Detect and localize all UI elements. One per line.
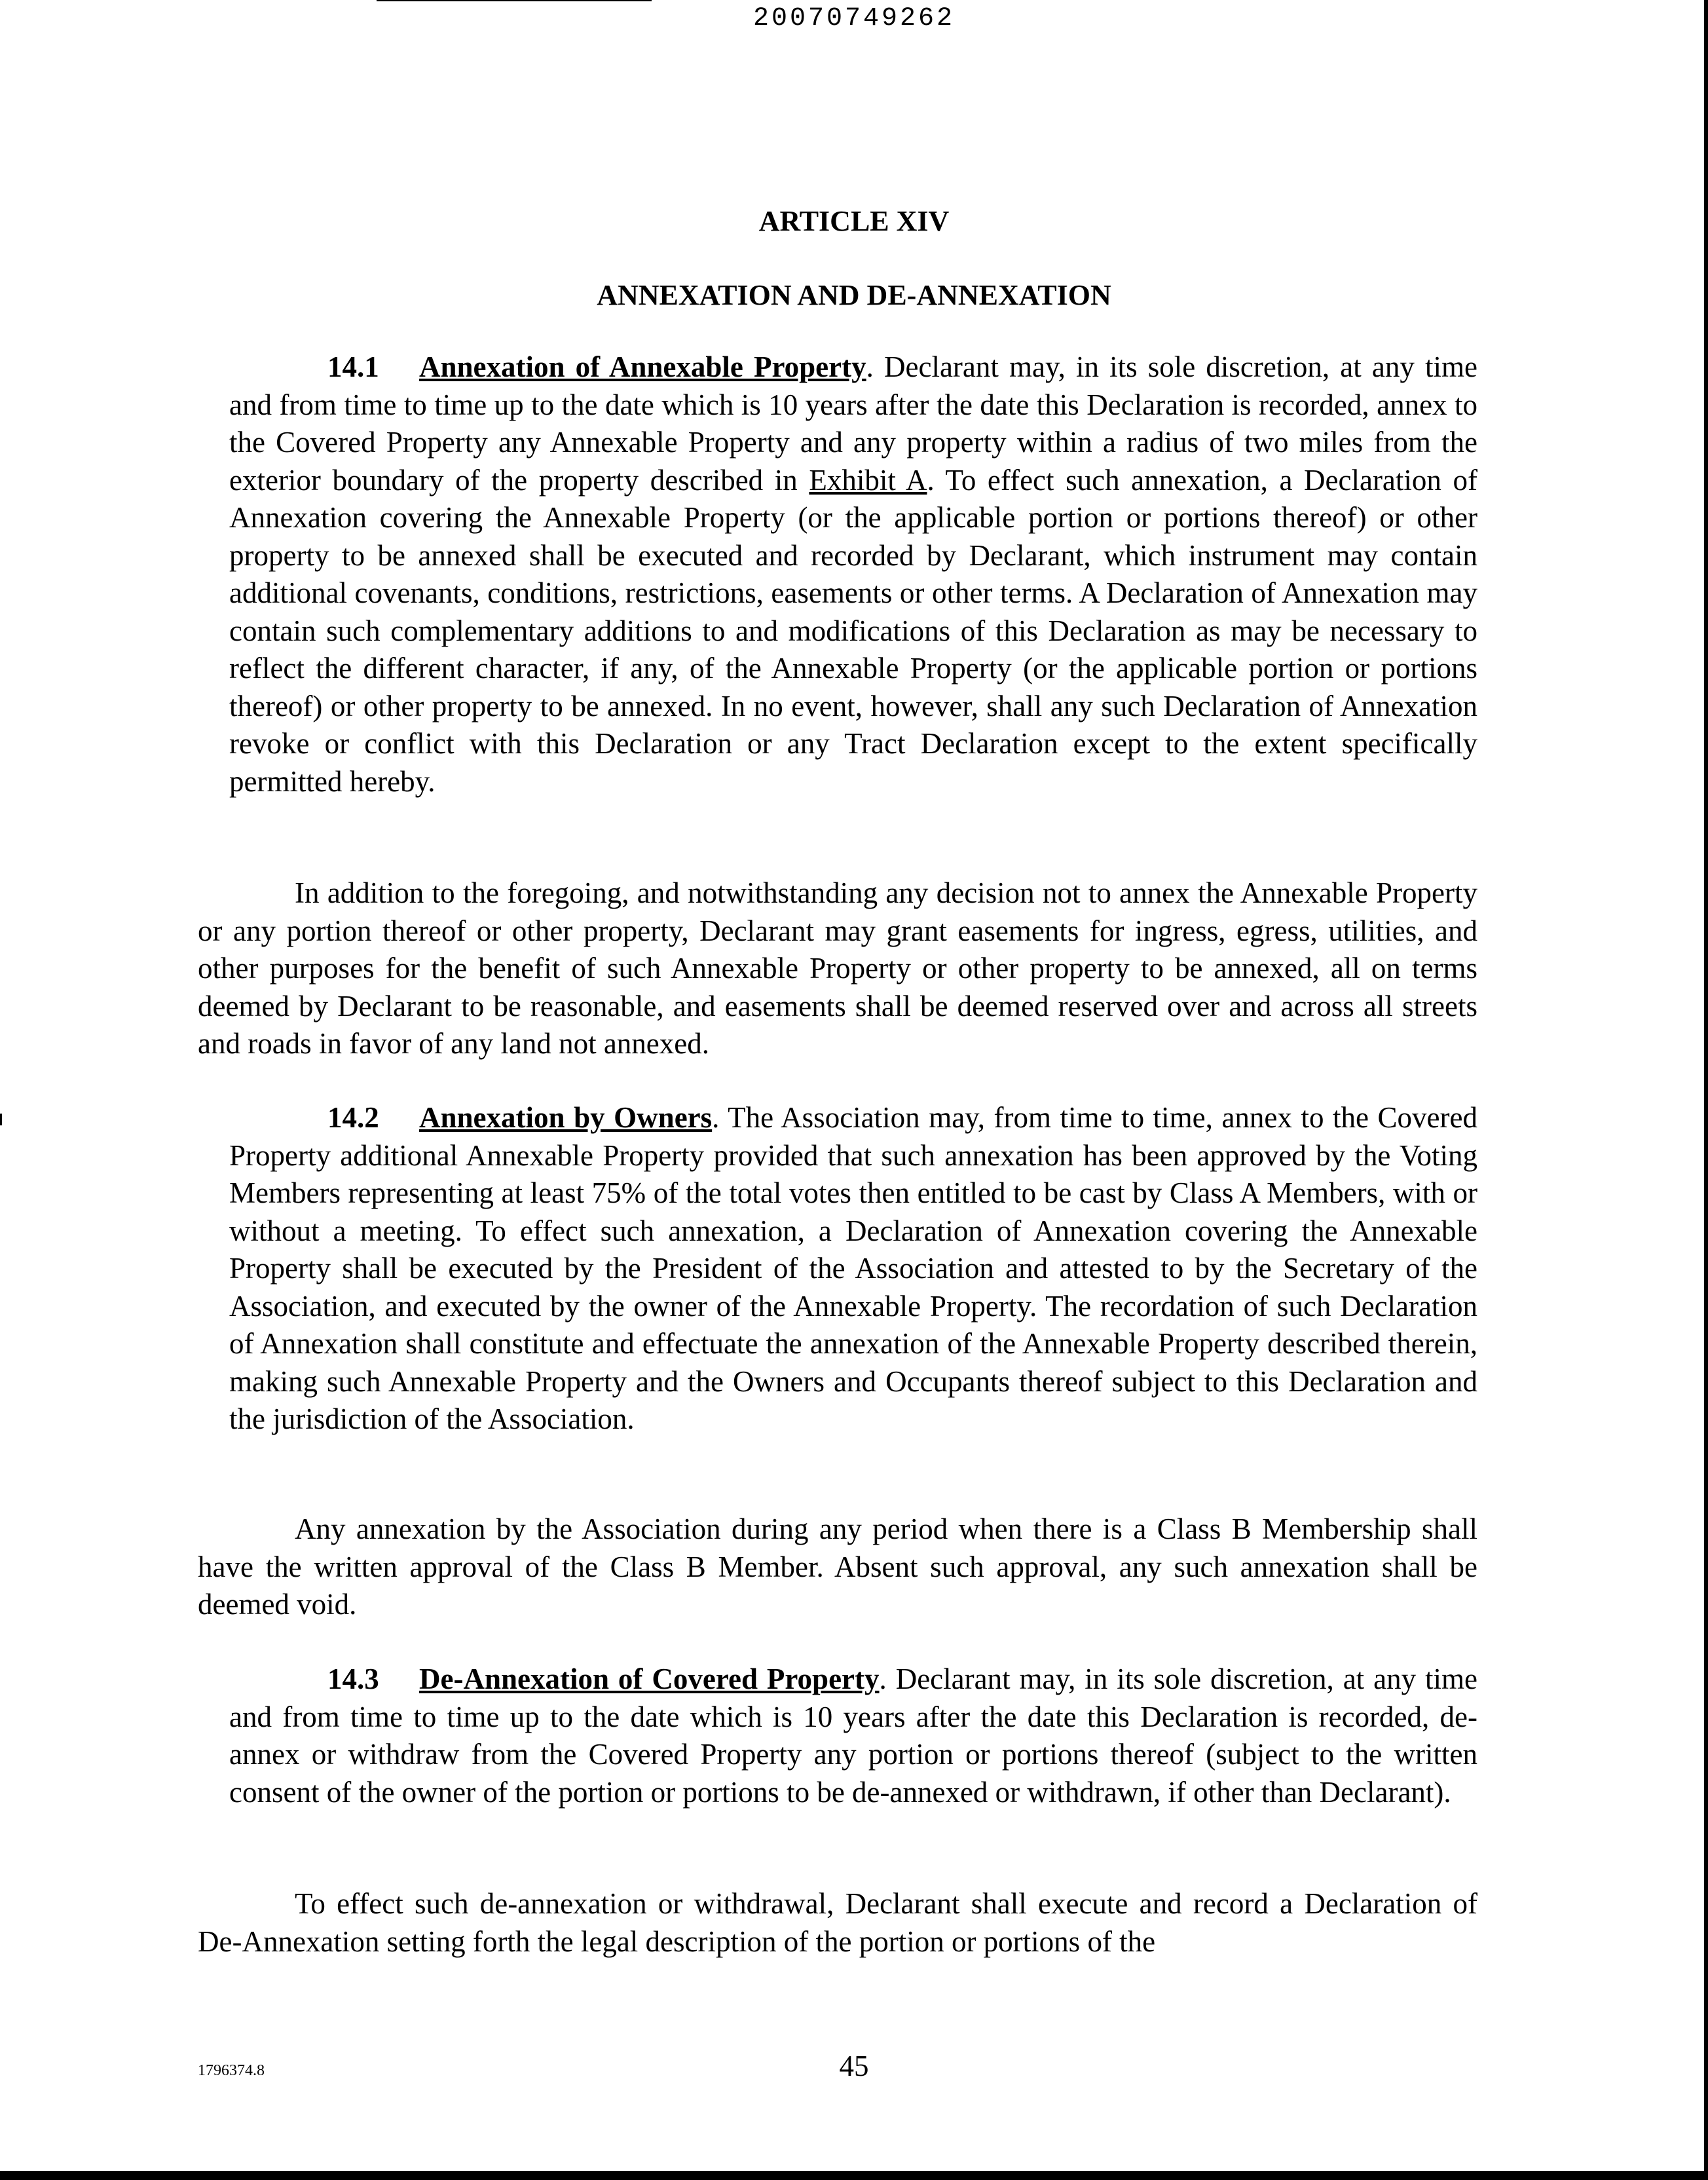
section-number: 14.1 bbox=[327, 350, 379, 383]
recording-number: 20070749262 bbox=[752, 4, 956, 33]
article-title: ANNEXATION AND DE-ANNEXATION bbox=[597, 279, 1111, 311]
page-number: 45 bbox=[839, 2050, 869, 2082]
section-14-3 bbox=[229, 1661, 1477, 1811]
section-text: . Declarant may, in its sole discretion, at any time and from time to time up to the date which is 10 years after the date this Declaration is recorded, annex to the Covered Property any Annexable Property and any property within a radius of two miles from the exterior boundary of the property described in bbox=[229, 350, 1477, 497]
article-number: ARTICLE XIV bbox=[758, 205, 950, 237]
section-14-1-continuation: In addition to the foregoing, and notwithstanding any decision not to annex the Annexable Property or any portion thereof or other property, Declarant may grant easements for ingress, egress, utilities, and other purposes for the benefit of such Annexable Property or other property to be annexed, all on terms deemed by Declarant to be reasonable, and easements shall be deemed reserved over and across all streets and roads in favor of any land not annexed. bbox=[198, 876, 1477, 1060]
bottom-scan-border bbox=[0, 2171, 1708, 2180]
section-number: 14.3 bbox=[327, 1663, 379, 1695]
section-title: Annexation by Owners bbox=[419, 1101, 713, 1134]
right-scan-border bbox=[1704, 0, 1708, 2180]
section-14-3-continuation: To effect such de-annexation or withdrawal, Declarant shall execute and record a Declaration of De-Annexation setting forth the legal description of the portion or portions of the bbox=[198, 1887, 1477, 1958]
section-text: . Declarant may, in its sole discretion, at any time and from time to time up to the date which is 10 years after the date this Declaration is recorded, de-annex or withdraw from the Covered Property any portion or portions thereof (subject to the written consent of the owner of the portion or portions to be de-annexed or withdrawn, if other than Declarant). bbox=[229, 1663, 1478, 1809]
footer-document-code: 1796374.8 bbox=[198, 2062, 265, 2079]
section-14-1 bbox=[229, 348, 1477, 800]
section-number: 14.2 bbox=[327, 1101, 379, 1134]
section-14-2-continuation: Any annexation by the Association during any period when there is a Class B Membership shall have the written approval of the Class B Member. Absent such approval, any such annexation shall be deemed void. bbox=[198, 1513, 1477, 1621]
section-title: Annexation of Annexable Property bbox=[419, 350, 866, 383]
edge-mark bbox=[0, 1114, 2, 1125]
section-14-2 bbox=[229, 1099, 1477, 1438]
exhibit-reference: Exhibit A bbox=[809, 463, 927, 497]
section-title: De-Annexation of Covered Property bbox=[419, 1663, 880, 1695]
top-rule bbox=[377, 0, 652, 1]
section-text: . The Association may, from time to time, annex to the Covered Property additional Annexable Property provided that such annexation has been approved by the Voting Members representing at least 75% of the total votes then entitled to be cast by Class A Members, with or without a meeting. To effect such annexation, a Declaration of Annexation covering the Annexable Property shall be executed by the President of the Association and attested to by the Secretary of the Association, and executed by the owner of the Annexable Property. The recordation of such Declaration of Annexation shall constitute and effectuate the annexation of the Annexable Property described therein, making such Annexable Property and the Owners and Occupants thereof subject to this Declaration and the jurisdiction of the Association. bbox=[229, 1101, 1477, 1435]
section-text-continued: . To effect such annexation, a Declaration of Annexation covering the Annexable Property (or the applicable portion or portions thereof) or other property to be annexed shall be executed and recorded by Declarant, which instrument may contain additional covenants, conditions, restrictions, easements or other terms. A Declaration of Annexation may contain such complementary additions to and modifications of this Declaration as may be necessary to reflect the different character, if any, of the Annexable Property (or the applicable portion or portions thereof) or other property to be annexed. In no event, however, shall any such Declaration of Annexation revoke or conflict with this Declaration or any Tract Declaration except to the extent specifically permitted hereby. bbox=[229, 463, 1477, 798]
